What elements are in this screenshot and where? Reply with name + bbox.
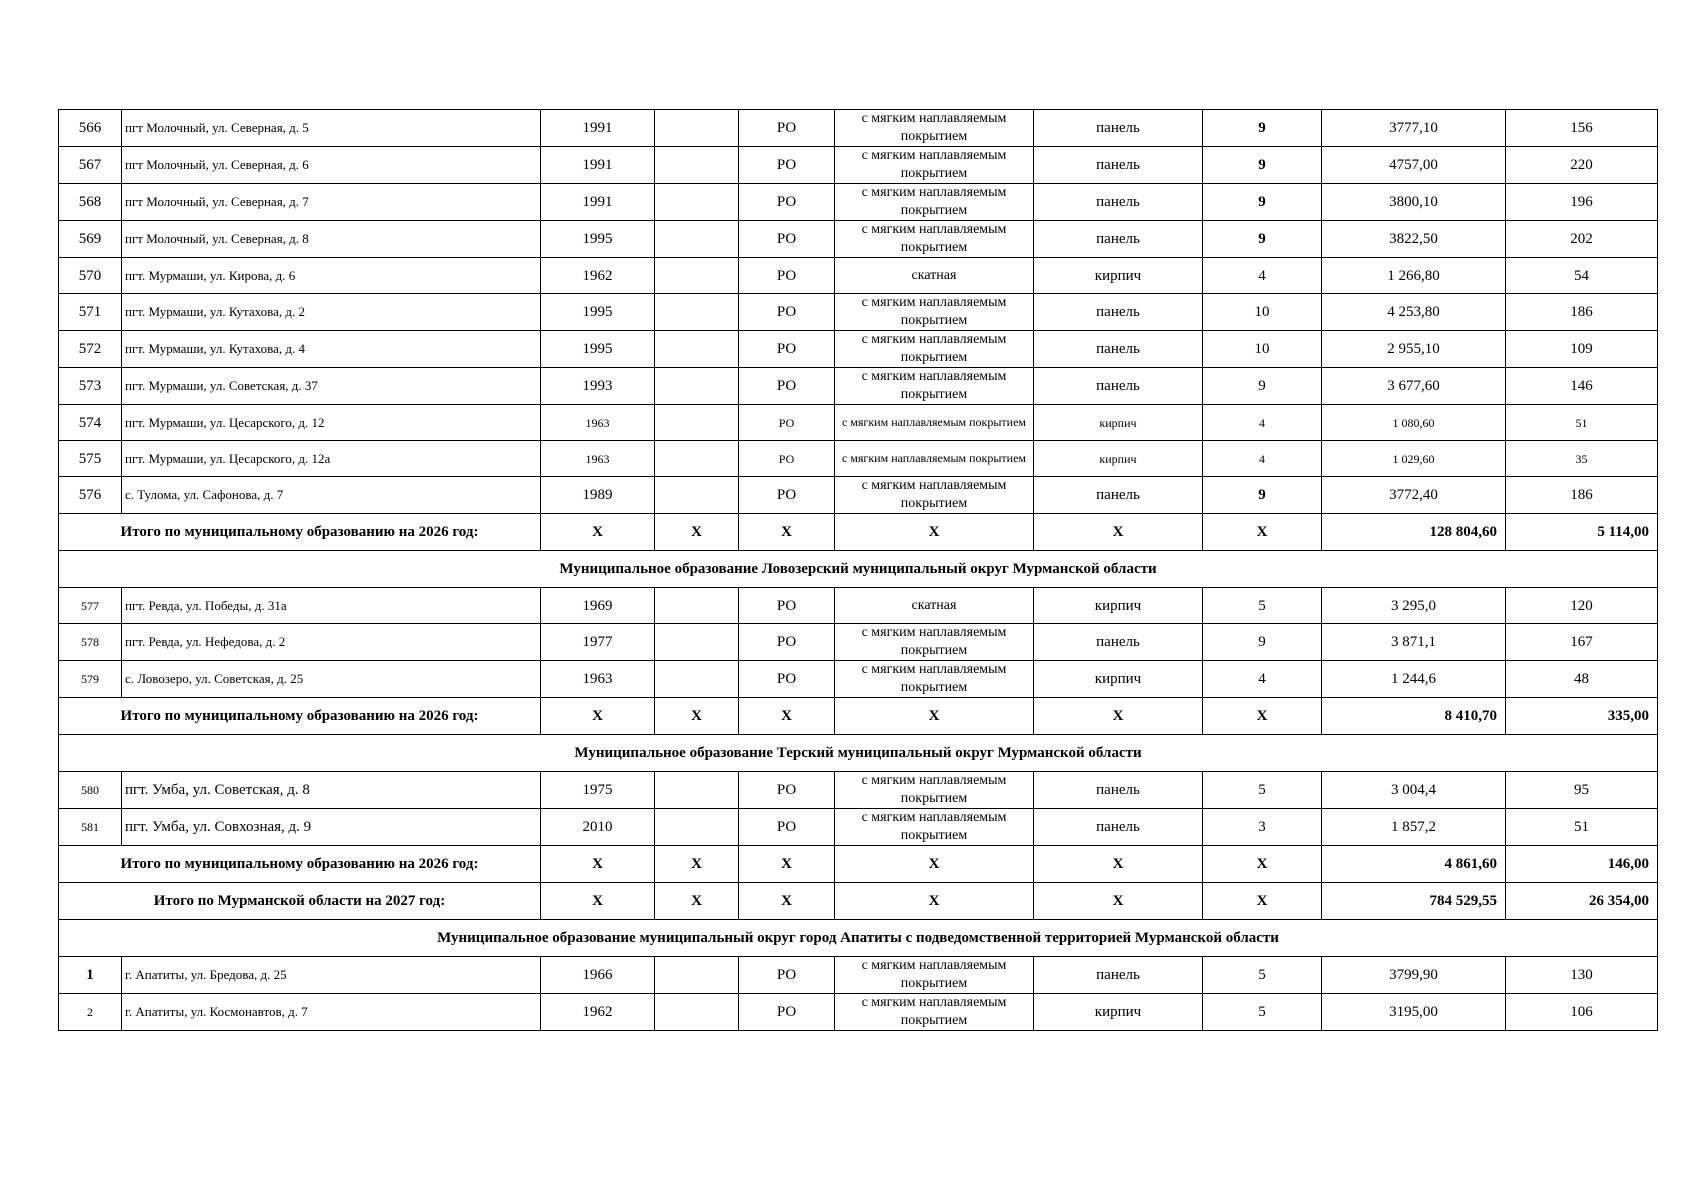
subtotal-row xyxy=(59,698,1658,735)
year-cell: 1963 xyxy=(541,661,655,698)
total-label: Итого по муниципальному образованию на 2026 год: xyxy=(59,698,541,735)
x-mark: X xyxy=(1034,883,1203,920)
empty-cell xyxy=(655,331,739,368)
housing-table xyxy=(58,109,1658,1031)
empty-cell xyxy=(655,258,739,294)
roof-type-cell: с мягким наплавляемым покрытием xyxy=(835,809,1034,846)
residents-cell: 48 xyxy=(1506,661,1658,698)
year-cell: 1962 xyxy=(541,258,655,294)
empty-cell xyxy=(655,477,739,514)
row-number-cell: 579 xyxy=(59,661,122,698)
floors-cell: 9 xyxy=(1203,368,1322,405)
area-cell: 4 253,80 xyxy=(1322,294,1506,331)
address-cell: пгт. Ревда, ул. Нефедова, д. 2 xyxy=(122,624,541,661)
x-mark: X xyxy=(835,514,1034,551)
area-cell: 3 295,0 xyxy=(1322,588,1506,624)
year-cell: 1962 xyxy=(541,994,655,1031)
roof-type-cell: с мягким наплавляемым покрытием xyxy=(835,294,1034,331)
wall-material-cell: панель xyxy=(1034,772,1203,809)
wall-material-cell: панель xyxy=(1034,957,1203,994)
year-cell: 1963 xyxy=(541,441,655,477)
residents-cell: 54 xyxy=(1506,258,1658,294)
area-cell: 1 244,6 xyxy=(1322,661,1506,698)
row-number-cell: 576 xyxy=(59,477,122,514)
area-cell: 3772,40 xyxy=(1322,477,1506,514)
wall-material-cell: кирпич xyxy=(1034,588,1203,624)
year-cell: 1991 xyxy=(541,147,655,184)
total-area-cell: 4 861,60 xyxy=(1322,846,1506,883)
empty-cell xyxy=(655,405,739,441)
wall-material-cell: панель xyxy=(1034,477,1203,514)
year-cell: 1995 xyxy=(541,221,655,258)
roof-type-cell: с мягким наплавляемым покрытием xyxy=(835,368,1034,405)
ro-cell: РО xyxy=(739,809,835,846)
area-cell: 4757,00 xyxy=(1322,147,1506,184)
region-total-row xyxy=(59,883,1658,920)
year-cell: 1991 xyxy=(541,184,655,221)
floors-cell: 5 xyxy=(1203,994,1322,1031)
address-cell: с. Тулома, ул. Сафонова, д. 7 xyxy=(122,477,541,514)
x-mark: X xyxy=(1203,698,1322,735)
empty-cell xyxy=(655,441,739,477)
floors-cell: 10 xyxy=(1203,294,1322,331)
x-mark: X xyxy=(739,883,835,920)
year-cell: 2010 xyxy=(541,809,655,846)
total-area-cell: 784 529,55 xyxy=(1322,883,1506,920)
address-cell: пгт. Мурмаши, ул. Советская, д. 37 xyxy=(122,368,541,405)
x-mark: X xyxy=(835,846,1034,883)
wall-material-cell: панель xyxy=(1034,147,1203,184)
roof-type-cell: с мягким наплавляемым покрытием xyxy=(835,405,1034,441)
area-cell: 3195,00 xyxy=(1322,994,1506,1031)
residents-cell: 220 xyxy=(1506,147,1658,184)
total-label: Итого по Мурманской области на 2027 год: xyxy=(59,883,541,920)
row-number-cell: 569 xyxy=(59,221,122,258)
x-mark: X xyxy=(739,846,835,883)
table-row xyxy=(59,258,1658,294)
floors-cell: 4 xyxy=(1203,405,1322,441)
address-cell: пгт. Мурмаши, ул. Кирова, д. 6 xyxy=(122,258,541,294)
x-mark: X xyxy=(1203,846,1322,883)
year-cell: 1995 xyxy=(541,331,655,368)
table-row xyxy=(59,772,1658,809)
section-title: Муниципальное образование Ловозерский муниципальный округ Мурманской области xyxy=(59,551,1658,588)
wall-material-cell: кирпич xyxy=(1034,661,1203,698)
row-number-cell: 1 xyxy=(59,957,122,994)
table-row xyxy=(59,221,1658,258)
total-area-cell: 8 410,70 xyxy=(1322,698,1506,735)
row-number-cell: 572 xyxy=(59,331,122,368)
row-number-cell: 571 xyxy=(59,294,122,331)
wall-material-cell: панель xyxy=(1034,809,1203,846)
wall-material-cell: панель xyxy=(1034,110,1203,147)
roof-type-cell: с мягким наплавляемым покрытием xyxy=(835,661,1034,698)
table-row xyxy=(59,624,1658,661)
residents-cell: 156 xyxy=(1506,110,1658,147)
table-row xyxy=(59,405,1658,441)
ro-cell: РО xyxy=(739,294,835,331)
empty-cell xyxy=(655,772,739,809)
row-number-cell: 568 xyxy=(59,184,122,221)
ro-cell: РО xyxy=(739,184,835,221)
wall-material-cell: кирпич xyxy=(1034,994,1203,1031)
ro-cell: РО xyxy=(739,258,835,294)
empty-cell xyxy=(655,221,739,258)
residents-cell: 95 xyxy=(1506,772,1658,809)
floors-cell: 9 xyxy=(1203,624,1322,661)
ro-cell: РО xyxy=(739,661,835,698)
address-cell: пгт Молочный, ул. Северная, д. 5 xyxy=(122,110,541,147)
residents-cell: 186 xyxy=(1506,294,1658,331)
ro-cell: РО xyxy=(739,772,835,809)
roof-type-cell: с мягким наплавляемым покрытием xyxy=(835,477,1034,514)
roof-type-cell: с мягким наплавляемым покрытием xyxy=(835,184,1034,221)
table-row xyxy=(59,368,1658,405)
x-mark: X xyxy=(655,698,739,735)
row-number-cell: 581 xyxy=(59,809,122,846)
x-mark: X xyxy=(655,883,739,920)
year-cell: 1963 xyxy=(541,405,655,441)
empty-cell xyxy=(655,110,739,147)
residents-cell: 51 xyxy=(1506,809,1658,846)
residents-cell: 196 xyxy=(1506,184,1658,221)
ro-cell: РО xyxy=(739,405,835,441)
ro-cell: РО xyxy=(739,994,835,1031)
wall-material-cell: кирпич xyxy=(1034,405,1203,441)
empty-cell xyxy=(655,661,739,698)
total-residents-cell: 5 114,00 xyxy=(1506,514,1658,551)
table-row xyxy=(59,661,1658,698)
table-row xyxy=(59,809,1658,846)
floors-cell: 9 xyxy=(1203,221,1322,258)
ro-cell: РО xyxy=(739,957,835,994)
wall-material-cell: кирпич xyxy=(1034,441,1203,477)
x-mark: X xyxy=(1203,883,1322,920)
ro-cell: РО xyxy=(739,441,835,477)
wall-material-cell: панель xyxy=(1034,368,1203,405)
floors-cell: 9 xyxy=(1203,184,1322,221)
residents-cell: 35 xyxy=(1506,441,1658,477)
residents-cell: 202 xyxy=(1506,221,1658,258)
row-number-cell: 566 xyxy=(59,110,122,147)
empty-cell xyxy=(655,184,739,221)
empty-cell xyxy=(655,957,739,994)
year-cell: 1993 xyxy=(541,368,655,405)
address-cell: г. Апатиты, ул. Бредова, д. 25 xyxy=(122,957,541,994)
section-header-row xyxy=(59,551,1658,588)
residents-cell: 186 xyxy=(1506,477,1658,514)
table-row xyxy=(59,588,1658,624)
empty-cell xyxy=(655,588,739,624)
empty-cell xyxy=(655,809,739,846)
ro-cell: РО xyxy=(739,624,835,661)
year-cell: 1977 xyxy=(541,624,655,661)
residents-cell: 146 xyxy=(1506,368,1658,405)
x-mark: X xyxy=(541,698,655,735)
subtotal-row xyxy=(59,514,1658,551)
row-number-cell: 577 xyxy=(59,588,122,624)
wall-material-cell: панель xyxy=(1034,624,1203,661)
floors-cell: 9 xyxy=(1203,477,1322,514)
row-number-cell: 580 xyxy=(59,772,122,809)
table-row xyxy=(59,957,1658,994)
year-cell: 1969 xyxy=(541,588,655,624)
wall-material-cell: панель xyxy=(1034,294,1203,331)
empty-cell xyxy=(655,294,739,331)
row-number-cell: 567 xyxy=(59,147,122,184)
section-header-row xyxy=(59,735,1658,772)
roof-type-cell: с мягким наплавляемым покрытием xyxy=(835,147,1034,184)
section-title: Муниципальное образование Терский муниципальный округ Мурманской области xyxy=(59,735,1658,772)
section-title: Муниципальное образование муниципальный округ город Апатиты с подведомственной территорией Мурманской области xyxy=(59,920,1658,957)
x-mark: X xyxy=(739,698,835,735)
ro-cell: РО xyxy=(739,368,835,405)
table-row xyxy=(59,147,1658,184)
table-body xyxy=(59,110,1658,1031)
roof-type-cell: с мягким наплавляемым покрытием xyxy=(835,110,1034,147)
table-row xyxy=(59,477,1658,514)
area-cell: 3800,10 xyxy=(1322,184,1506,221)
floors-cell: 10 xyxy=(1203,331,1322,368)
table-row xyxy=(59,331,1658,368)
address-cell: пгт Молочный, ул. Северная, д. 8 xyxy=(122,221,541,258)
ro-cell: РО xyxy=(739,147,835,184)
area-cell: 1 857,2 xyxy=(1322,809,1506,846)
area-cell: 3 004,4 xyxy=(1322,772,1506,809)
address-cell: пгт Молочный, ул. Северная, д. 7 xyxy=(122,184,541,221)
residents-cell: 106 xyxy=(1506,994,1658,1031)
row-number-cell: 578 xyxy=(59,624,122,661)
floors-cell: 4 xyxy=(1203,661,1322,698)
x-mark: X xyxy=(835,698,1034,735)
roof-type-cell: с мягким наплавляемым покрытием xyxy=(835,994,1034,1031)
area-cell: 3822,50 xyxy=(1322,221,1506,258)
x-mark: X xyxy=(541,846,655,883)
ro-cell: РО xyxy=(739,477,835,514)
x-mark: X xyxy=(1034,698,1203,735)
address-cell: пгт. Мурмаши, ул. Кутахова, д. 4 xyxy=(122,331,541,368)
floors-cell: 9 xyxy=(1203,110,1322,147)
address-cell: пгт. Ревда, ул. Победы, д. 31а xyxy=(122,588,541,624)
floors-cell: 5 xyxy=(1203,588,1322,624)
residents-cell: 109 xyxy=(1506,331,1658,368)
row-number-cell: 574 xyxy=(59,405,122,441)
area-cell: 1 266,80 xyxy=(1322,258,1506,294)
total-residents-cell: 146,00 xyxy=(1506,846,1658,883)
roof-type-cell: с мягким наплавляемым покрытием xyxy=(835,221,1034,258)
x-mark: X xyxy=(1034,846,1203,883)
area-cell: 3 871,1 xyxy=(1322,624,1506,661)
row-number-cell: 573 xyxy=(59,368,122,405)
floors-cell: 4 xyxy=(1203,258,1322,294)
ro-cell: РО xyxy=(739,110,835,147)
x-mark: X xyxy=(541,514,655,551)
address-cell: пгт. Умба, ул. Советская, д. 8 xyxy=(122,772,541,809)
address-cell: пгт. Мурмаши, ул. Кутахова, д. 2 xyxy=(122,294,541,331)
x-mark: X xyxy=(739,514,835,551)
year-cell: 1991 xyxy=(541,110,655,147)
area-cell: 1 080,60 xyxy=(1322,405,1506,441)
x-mark: X xyxy=(541,883,655,920)
roof-type-cell: скатная xyxy=(835,588,1034,624)
area-cell: 1 029,60 xyxy=(1322,441,1506,477)
year-cell: 1975 xyxy=(541,772,655,809)
x-mark: X xyxy=(1203,514,1322,551)
floors-cell: 4 xyxy=(1203,441,1322,477)
floors-cell: 5 xyxy=(1203,772,1322,809)
row-number-cell: 575 xyxy=(59,441,122,477)
roof-type-cell: с мягким наплавляемым покрытием xyxy=(835,957,1034,994)
floors-cell: 9 xyxy=(1203,147,1322,184)
total-residents-cell: 26 354,00 xyxy=(1506,883,1658,920)
ro-cell: РО xyxy=(739,588,835,624)
ro-cell: РО xyxy=(739,221,835,258)
roof-type-cell: скатная xyxy=(835,258,1034,294)
total-label: Итого по муниципальному образованию на 2026 год: xyxy=(59,514,541,551)
roof-type-cell: с мягким наплавляемым покрытием xyxy=(835,441,1034,477)
table-row xyxy=(59,994,1658,1031)
x-mark: X xyxy=(655,514,739,551)
area-cell: 3777,10 xyxy=(1322,110,1506,147)
total-residents-cell: 335,00 xyxy=(1506,698,1658,735)
roof-type-cell: с мягким наплавляемым покрытием xyxy=(835,331,1034,368)
row-number-cell: 570 xyxy=(59,258,122,294)
wall-material-cell: панель xyxy=(1034,221,1203,258)
address-cell: пгт Молочный, ул. Северная, д. 6 xyxy=(122,147,541,184)
x-mark: X xyxy=(1034,514,1203,551)
total-label: Итого по муниципальному образованию на 2026 год: xyxy=(59,846,541,883)
year-cell: 1995 xyxy=(541,294,655,331)
section-header-row xyxy=(59,920,1658,957)
residents-cell: 120 xyxy=(1506,588,1658,624)
roof-type-cell: с мягким наплавляемым покрытием xyxy=(835,624,1034,661)
wall-material-cell: кирпич xyxy=(1034,258,1203,294)
roof-type-cell: с мягким наплавляемым покрытием xyxy=(835,772,1034,809)
address-cell: г. Апатиты, ул. Космонавтов, д. 7 xyxy=(122,994,541,1031)
empty-cell xyxy=(655,994,739,1031)
subtotal-row xyxy=(59,846,1658,883)
ro-cell: РО xyxy=(739,331,835,368)
residents-cell: 167 xyxy=(1506,624,1658,661)
wall-material-cell: панель xyxy=(1034,331,1203,368)
empty-cell xyxy=(655,624,739,661)
table-row xyxy=(59,294,1658,331)
address-cell: пгт. Мурмаши, ул. Цесарского, д. 12 xyxy=(122,405,541,441)
area-cell: 3799,90 xyxy=(1322,957,1506,994)
residents-cell: 130 xyxy=(1506,957,1658,994)
x-mark: X xyxy=(655,846,739,883)
table-row xyxy=(59,441,1658,477)
year-cell: 1966 xyxy=(541,957,655,994)
empty-cell xyxy=(655,147,739,184)
floors-cell: 3 xyxy=(1203,809,1322,846)
area-cell: 3 677,60 xyxy=(1322,368,1506,405)
address-cell: с. Ловозеро, ул. Советская, д. 25 xyxy=(122,661,541,698)
empty-cell xyxy=(655,368,739,405)
x-mark: X xyxy=(835,883,1034,920)
table-row xyxy=(59,110,1658,147)
row-number-cell: 2 xyxy=(59,994,122,1031)
table-row xyxy=(59,184,1658,221)
address-cell: пгт. Умба, ул. Совхозная, д. 9 xyxy=(122,809,541,846)
floors-cell: 5 xyxy=(1203,957,1322,994)
year-cell: 1989 xyxy=(541,477,655,514)
area-cell: 2 955,10 xyxy=(1322,331,1506,368)
wall-material-cell: панель xyxy=(1034,184,1203,221)
residents-cell: 51 xyxy=(1506,405,1658,441)
address-cell: пгт. Мурмаши, ул. Цесарского, д. 12а xyxy=(122,441,541,477)
total-area-cell: 128 804,60 xyxy=(1322,514,1506,551)
